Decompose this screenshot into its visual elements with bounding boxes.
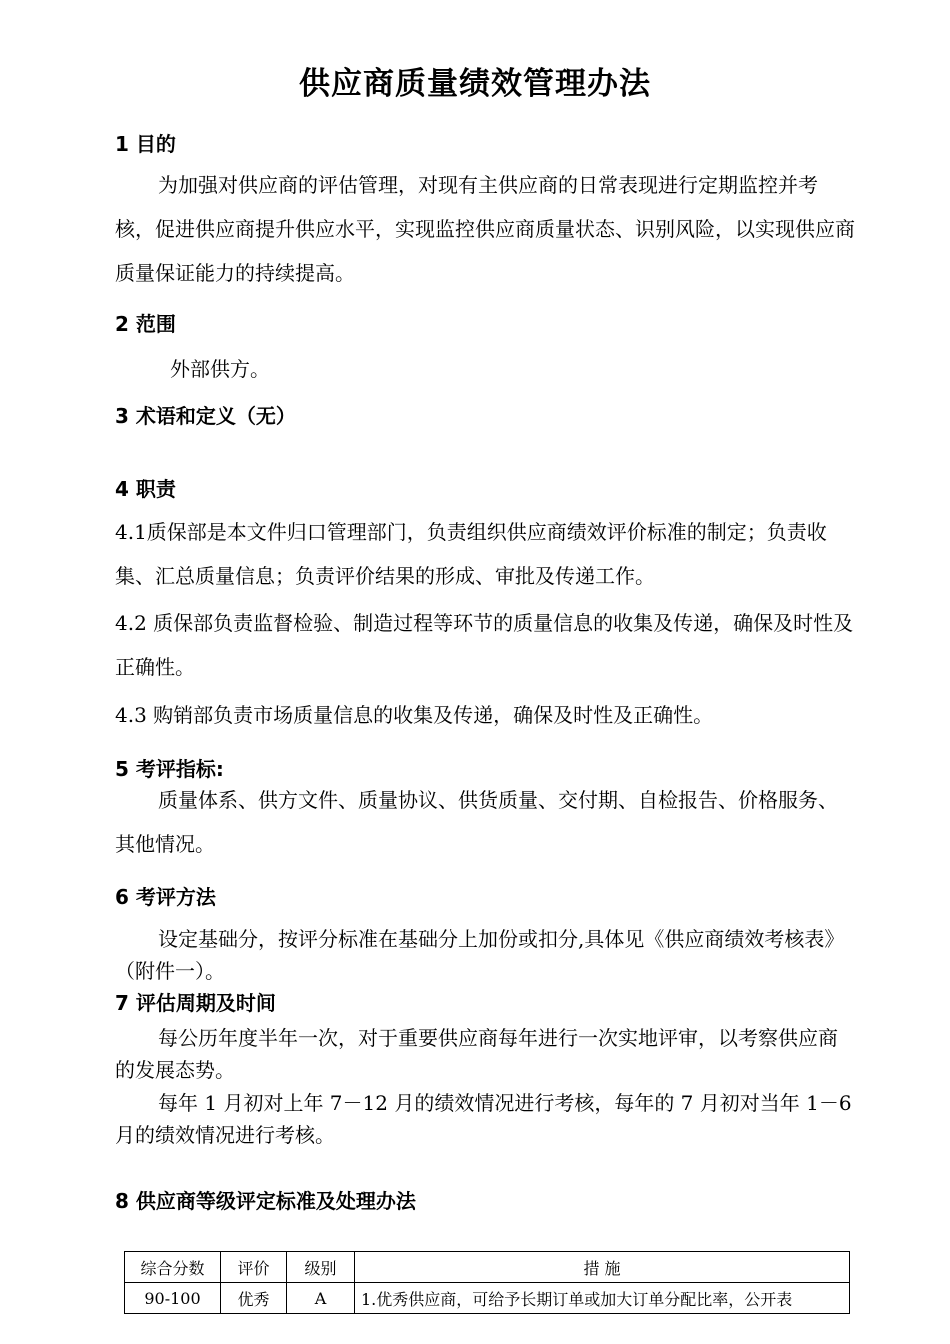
section-4-item-2: 4.2 质保部负责监督检验、制造过程等环节的质量信息的收集及传递，确保及时性及正确性。 — [115, 611, 854, 679]
section-2-body: 外部供方。 — [170, 357, 270, 381]
section-1-heading: 1 目的 — [115, 132, 176, 156]
section-4-heading: 4 职责 — [115, 477, 176, 501]
page-title: 供应商质量绩效管理办法 — [299, 66, 651, 102]
section-4-item-3: 4.3 购销部负责市场质量信息的收集及传递，确保及时性及正确性。 — [115, 703, 714, 727]
table-row — [125, 1283, 850, 1314]
section-6-body: 设定基础分，按评分标准在基础分上加份或扣分,具体见《供应商绩效考核表》（附件一）。 — [115, 927, 845, 983]
grading-table — [124, 1251, 850, 1314]
section-5-body: 质量体系、供方文件、质量协议、供货质量、交付期、自检报告、价格服务、其他情况。 — [115, 788, 838, 856]
table-cell-level: A — [287, 1283, 355, 1314]
section-7-body-2: 每年 1 月初对上年 7－12 月的绩效情况进行考核，每年的 7 月初对当年 1－6 月的绩效情况进行考核。 — [115, 1091, 852, 1147]
table-header-row — [125, 1252, 850, 1283]
section-8-heading: 8 供应商等级评定标准及处理办法 — [115, 1189, 416, 1213]
section-7-heading: 7 评估周期及时间 — [115, 991, 276, 1015]
table-header-measures: 措 施 — [355, 1252, 850, 1283]
section-7-body-1: 每公历年度半年一次，对于重要供应商每年进行一次实地评审，以考察供应商的发展态势。 — [115, 1026, 838, 1082]
table-cell-score: 90-100 — [125, 1283, 221, 1314]
section-2-heading: 2 范围 — [115, 312, 176, 336]
table-cell-evaluation: 优秀 — [221, 1283, 287, 1314]
table-header-level: 级别 — [287, 1252, 355, 1283]
section-3-heading: 3 术语和定义（无） — [115, 404, 296, 428]
section-5-heading: 5 考评指标: — [115, 757, 224, 781]
section-6-heading: 6 考评方法 — [115, 885, 216, 909]
table-header-score: 综合分数 — [125, 1252, 221, 1283]
table-header-evaluation: 评价 — [221, 1252, 287, 1283]
section-1-body: 为加强对供应商的评估管理，对现有主供应商的日常表现进行定期监控并考核，促进供应商提升供应水平，实现监控供应商质量状态、识别风险，以实现供应商质量保证能力的持续提高。 — [115, 173, 855, 285]
section-4-item-1: 4.1质保部是本文件归口管理部门，负责组织供应商绩效评价标准的制定；负责收集、汇总质量信息；负责评价结果的形成、审批及传递工作。 — [115, 520, 827, 588]
table-cell-measures: 1.优秀供应商，可给予长期订单或加大订单分配比率，公开表 — [355, 1283, 850, 1314]
